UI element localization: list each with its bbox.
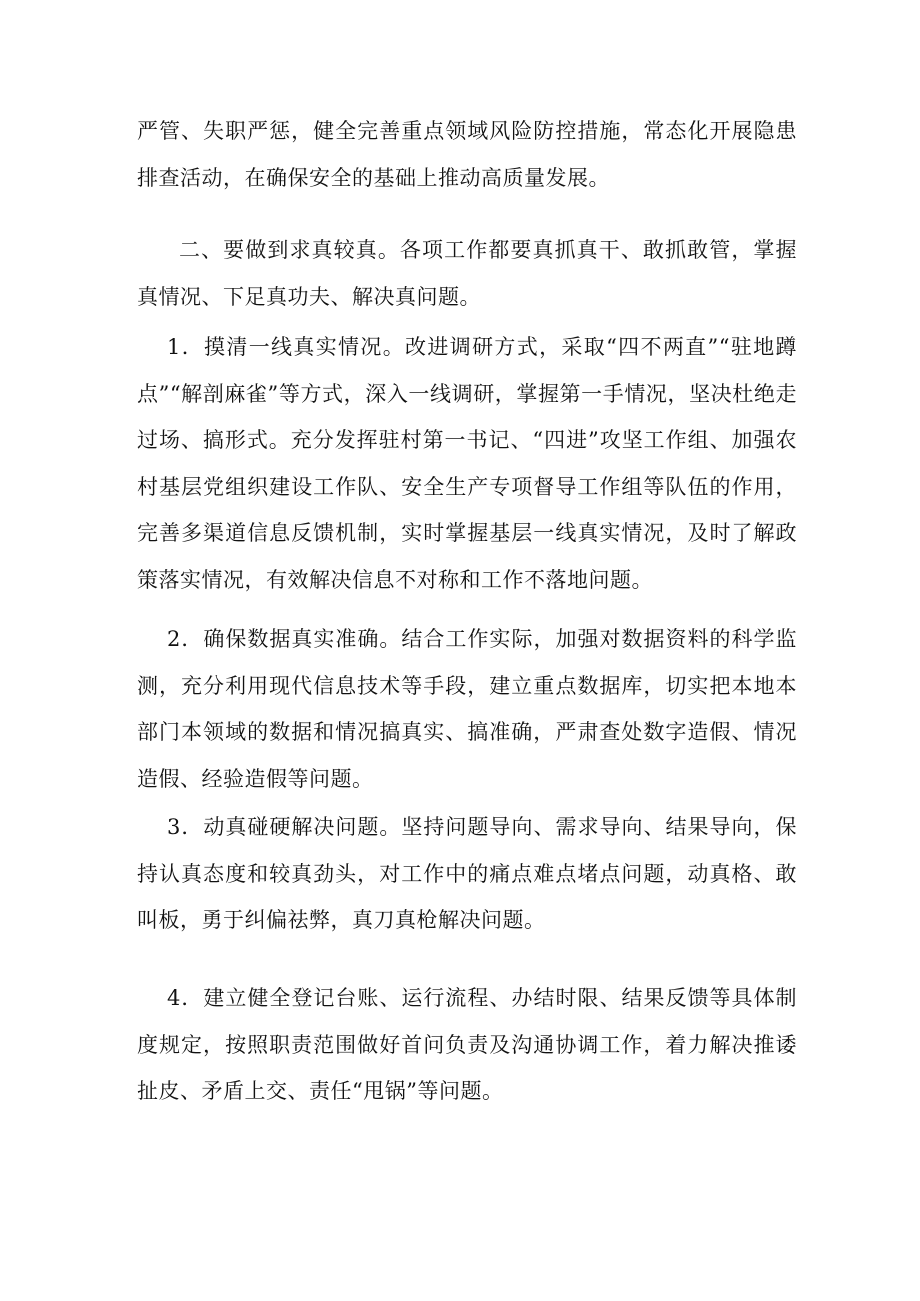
paragraph-continuation: 严管、失职严惩，健全完善重点领域风险防控措施，常态化开展隐患排查活动，在确保安全的基础上推动高质量发展。 xyxy=(137,119,797,190)
paragraph-section-heading: 二、要做到求真较真。各项工作都要真抓真干、敢抓敢管，掌握真情况、下足真功夫、解决真问题。 xyxy=(137,238,797,309)
paragraph-item-2: 2．确保数据真实准确。结合工作实际，加强对数据资料的科学监测，充分利用现代信息技术等手段，建立重点数据库，切实把本地本部门本领域的数据和情况搞真实、搞准确，严肃查处数字造假、情况造假、经验造假等问题。 xyxy=(137,627,797,791)
paragraph-item-4: 4．建立健全登记台账、运行流程、办结时限、结果反馈等具体制度规定，按照职责范围做好首问负责及沟通协调工作，着力解决推诿扯皮、矛盾上交、责任“甩锅”等问题。 xyxy=(137,986,797,1103)
paragraph-item-3: 3．动真碰硬解决问题。坚持问题导向、需求导向、结果导向，保持认真态度和较真劲头，对工作中的痛点难点堵点问题，动真格、敢叫板，勇于纠偏祛弊，真刀真枪解决问题。 xyxy=(137,815,797,932)
paragraph-item-1: 1．摸清一线真实情况。改进调研方式，采取“四不两直”“驻地蹲点”“解剖麻雀”等方式，深入一线调研，掌握第一手情况，坚决杜绝走过场、搞形式。充分发挥驻村第一书记、“四进”攻坚工作组、加强农村基层党组织建设工作队、安全生产专项督导工作组等队伍的作用，完善多渠道信息反馈机制，实时掌握基层一线真实情况，及时了解政策落实情况，有效解决信息不对称和工作不落地问题。 xyxy=(137,335,797,592)
